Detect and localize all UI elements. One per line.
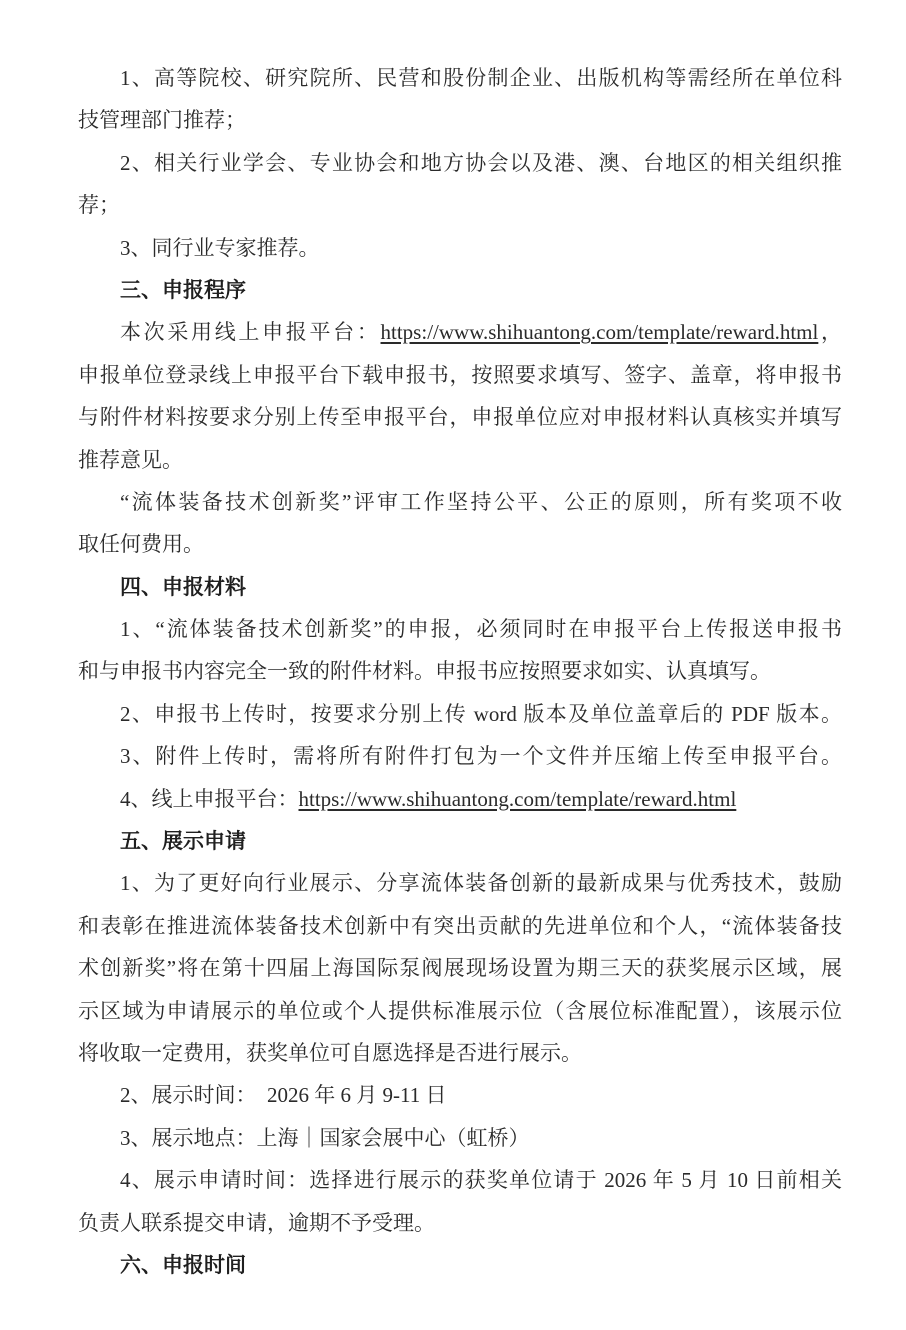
- doc-line: [78, 778, 842, 820]
- doc-line: [78, 184, 842, 226]
- text-segment: 四、申报材料: [120, 574, 246, 599]
- text-segment: 将收取一定费用，获奖单位可自愿选择是否进行展示。: [78, 1040, 582, 1065]
- text-segment: 和表彰在推进流体装备技术创新中有突出贡献的先进单位和个人，“流体装备技: [78, 913, 842, 938]
- text-segment: 六、申报时间: [120, 1252, 246, 1277]
- doc-line: [78, 99, 842, 141]
- text-segment: 与附件材料按要求分别上传至申报平台，申报单位应对申报材料认真核实并填写: [78, 405, 842, 430]
- doc-line: [78, 693, 842, 735]
- doc-line: [78, 1202, 842, 1244]
- text-segment: 技管理部门推荐；: [78, 108, 246, 133]
- text-segment: 2、相关行业学会、专业协会和地方协会以及港、澳、台地区的相关组织推: [120, 150, 842, 175]
- text-segment: 取任何费用。: [78, 532, 204, 557]
- text-segment: 示区域为申请展示的单位或个人提供标准展示位（含展位标准配置），该展示位: [78, 998, 842, 1023]
- text-segment: 3、展示地点：上海｜国家会展中心（虹桥）: [120, 1125, 530, 1150]
- section-heading: [78, 1244, 842, 1286]
- text-segment: 2、申报书上传时，按要求分别上传 word 版本及单位盖章后的 PDF 版本。: [120, 701, 842, 726]
- doc-line: [78, 1159, 842, 1201]
- doc-line: [78, 57, 842, 99]
- doc-line: [78, 481, 842, 523]
- doc-line: [78, 1117, 842, 1159]
- url-link[interactable]: https://www.shihuantong.com/template/reward.html: [298, 786, 737, 811]
- doc-line: [78, 227, 842, 269]
- section-heading: [78, 566, 842, 608]
- text-segment: 术创新奖”将在第十四届上海国际泵阀展现场设置为期三天的获奖展示区域，展: [78, 956, 842, 981]
- doc-line: [78, 608, 842, 650]
- text-segment: 三、申报程序: [120, 277, 246, 302]
- section-heading: [78, 820, 842, 862]
- doc-line: [78, 439, 842, 481]
- text-segment: 1、为了更好向行业展示、分享流体装备创新的最新成果与优秀技术，鼓励: [120, 871, 842, 896]
- text-segment: 2、展示时间： 2026 年 6 月 9-11 日: [120, 1083, 447, 1108]
- doc-line: [78, 990, 842, 1032]
- doc-line: [78, 354, 842, 396]
- document-page: [78, 57, 842, 1286]
- text-segment: 和与申报书内容完全一致的附件材料。申报书应按照要求如实、认真填写。: [78, 659, 771, 684]
- doc-line: [78, 735, 842, 777]
- text-segment: 4、展示申请时间：选择进行展示的获奖单位请于 2026 年 5 月 10 日前相关: [120, 1168, 842, 1193]
- doc-line: [78, 523, 842, 565]
- text-segment: 4、线上申报平台：: [120, 786, 299, 811]
- text-segment: 1、高等院校、研究院所、民营和股份制企业、出版机构等需经所在单位科: [120, 66, 842, 90]
- text-segment: 本次采用线上申报平台：: [120, 320, 381, 345]
- text-segment: 申报单位登录线上申报平台下载申报书，按照要求填写、签字、盖章，将申报书: [78, 362, 842, 387]
- text-segment: 负责人联系提交申请，逾期不予受理。: [78, 1210, 435, 1235]
- text-segment: 五、展示申请: [120, 829, 246, 854]
- text-segment: ，: [818, 320, 843, 345]
- doc-line: [78, 142, 842, 184]
- doc-line: [78, 905, 842, 947]
- doc-line: [78, 862, 842, 904]
- text-segment: 3、附件上传时，需将所有附件打包为一个文件并压缩上传至申报平台。: [120, 744, 842, 769]
- doc-line: [78, 1032, 842, 1074]
- text-segment: “流体装备技术创新奖”评审工作坚持公平、公正的原则，所有奖项不收: [120, 489, 842, 514]
- text-segment: 荐；: [78, 193, 120, 218]
- section-heading: [78, 269, 842, 311]
- doc-line: [78, 947, 842, 989]
- doc-line: [78, 1074, 842, 1116]
- text-segment: 3、同行业专家推荐。: [120, 235, 320, 260]
- doc-line: [78, 650, 842, 692]
- doc-line: [78, 396, 842, 438]
- text-segment: 1、“流体装备技术创新奖”的申报，必须同时在申报平台上传报送申报书: [120, 617, 842, 642]
- text-segment: 推荐意见。: [78, 447, 183, 472]
- doc-line: [78, 311, 842, 353]
- url-link[interactable]: https://www.shihuantong.com/template/reward.html: [380, 320, 819, 345]
